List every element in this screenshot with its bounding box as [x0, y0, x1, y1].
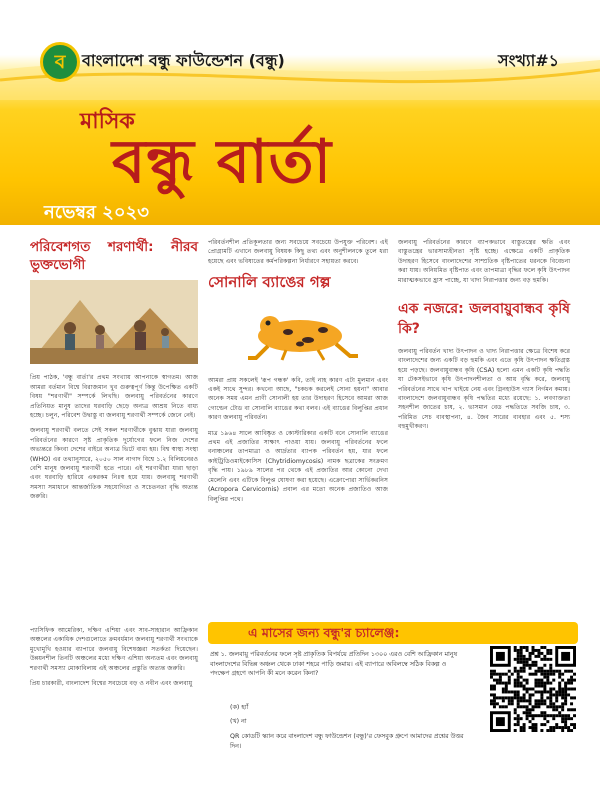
issue-date: নভেম্বর ২০২৩ — [44, 202, 149, 223]
article-golden-toad-intro: পরিবর্তনশীল প্রতিকূলতার জন্য সবচেয়ে সবচেয়ে উপযুক্ত পরিবেশ। এই প্রোগ্রামটি এখানে জলবায়ু বিষয়ক কিছু তথ্য এবং অনুশীলনকে তুলে ধরা হয়েছে এবং ভবিষ্যতের কর্মপরিকল্পনা নির্ধারণে সহায়তা করবে। — [208, 239, 388, 265]
article-climate-agriculture — [398, 238, 570, 438]
challenge-box — [208, 622, 578, 758]
article-refugees-continued — [30, 626, 198, 694]
article-climate-agriculture-intro: জলবায়ু পরিবর্তনের কারণে ব্যাপকভাবে বাস্তুতন্ত্রের ক্ষতি এবং বাস্তুতন্ত্রের ভারসাম্যহীনতা সৃষ্টি হচ্ছে। এক্ষেত্রে একটি প্রাকৃতিক উদাহরণ হিসেবে বাংলাদেশের সাম্প্রতিক বৃষ্টিপাতের ধরনকে বিবেচনা করা যায়। অনিয়মিত বৃষ্টিপাত এবং তাপমাত্রা বৃদ্ধির ফলে কৃষি উৎপাদন মারাত্মকভাবে হ্রাস পাচ্ছে, যা খাদ্য নিরাপত্তার জন্য বড় হুমকি। — [398, 239, 570, 284]
challenge-title: এ মাসের জন্য বন্ধু'র চ্যালেঞ্জ: — [248, 625, 400, 640]
issue-number: সংখ্যা#১ — [498, 51, 560, 70]
bondhu-logo-icon: ব — [40, 42, 80, 82]
article-golden-toad-heading: সোনালি ব্যাঙের গল্প — [208, 273, 331, 292]
newsletter-title: বন্ধু বার্তা — [112, 127, 333, 197]
refugee-illustration-icon — [30, 280, 198, 364]
article-climate-agriculture-heading: এক নজরে: জলবায়ুবান্ধব কৃষি কি? — [398, 301, 570, 338]
qr-code-icon[interactable] — [490, 646, 576, 732]
challenge-option-a: (ক) হ্যাঁ — [230, 704, 249, 711]
article-golden-toad-para-1: আমরা প্রায় সকলেই 'রূপ গন্ধক' কবি, তাই নাহ কারণ এটা মুলমান এবং একই সাথে সুন্দর। কখনো আছে, "চকচক করলেই সোনা হয়না" আবার অনেক সময় এমন প্রাণী সোনালী হয় তার উদাহরণ হিসেবে আমরা আজ গোল্ডেন টোড বা সোনালি ব্যাঙের কথা বলব। এই ব্যাঙের বিলুপ্তির প্রধান কারণ জলবায়ু পরিবর্তন। — [208, 376, 388, 422]
challenge-question: প্রশ্ন ১. জলবায়ু পরিবর্তনের ফলে সৃষ্ট প্রাকৃতিক বিপর্যয়ে প্রতিদিন ১৩০০ এরও বেশি আফ্রিকান মানুষ বাংলাদেশের বিভিন্ন অঞ্চল থেকে ঢাকা শহরে পাড়ি জমায়। এই ব্যাপারে অবিলম্বে সঠিক বিকল্প ও পদক্ষেপ গ্রহণে আপনি কী মনে করেন কিনা? — [210, 651, 458, 678]
article-climate-agriculture-para: জলবায়ু পরিবর্তন খাদ্য উৎপাদন ও খাদ্য নিরাপত্তার ক্ষেত্রে বিশেষ করে বাংলাদেশের জন্য একটি বড় হুমকি এবং এতে কৃষি উৎপাদন ক্ষতিগ্রস্ত হয়ে পড়ছে। জলবায়ুবান্ধব কৃষি (CSA) হলো এমন একটি কৃষি পদ্ধতি যা টেকসইভাবে কৃষি উৎপাদনশীলতা ও আয় বৃদ্ধি করে, জলবায়ু পরিবর্তনের সাথে খাপ খাইয়ে নেয় এবং গ্রিনহাউস গ্যাস নির্গমন কমায়। বাংলাদেশে জলবায়ুবান্ধব কৃষি পদ্ধতির মধ্যে রয়েছে: ১. লবণাক্ততা সহনশীল জাতের চাষ, ২. ভাসমান বেড পদ্ধতিতে সবজি চাষ, ৩. পরিমিত সেচ ব্যবস্থাপনা, ৪. জৈব সারের ব্যবহার এবং ৫. শস্য বহুমুখীকরণ। — [398, 348, 570, 431]
article-golden-toad — [208, 238, 388, 510]
article-refugees-para-4: প্রিয় চারকারী, বাংলাদেশ বিশ্বের সবচেয়ে বড় ও নবীন এবং জলবায়ু — [30, 680, 193, 688]
masthead — [0, 0, 600, 225]
article-refugees — [30, 238, 198, 508]
golden-toad-icon — [208, 296, 388, 368]
article-refugees-para-3: প্যাসিফিক আমেরিকা, দক্ষিণ এশিয়া এবং সাব-সাহারান আফ্রিকান অঞ্চলের একাধিক দেশগুলোতে ক্রমবর্ধমান জলবায়ু শরণার্থী সংখ্যাকে মুখোমুখি হওয়ার ব্যাপারে জলবায়ু বিশেষজ্ঞরা সতর্কতা দিয়েছেন। উন্নয়নশীল তিনটি অঞ্চলের মধ্যে দক্ষিণ এশিয়া অন্যতম এবং জলবায়ু শরণার্থী সমস্যা মোকাবিলায় এই অঞ্চলের প্রস্তুতি অত্যন্ত জরুরি। — [30, 627, 198, 672]
article-refugees-heading: পরিবেশগত শরণার্থী: নীরব ভুক্তভোগী — [30, 239, 198, 273]
org-name: বাংলাদেশ বন্ধু ফাউন্ডেশন (বন্ধু) — [82, 51, 285, 70]
article-refugees-para-1: প্রিয় পাঠক, 'বন্ধু বার্তা'র প্রথম সংখ্যায় আপনাকে স্বাগতম। আজ আমরা বর্তমান বিশ্বে বিরাজমান খুব গুরুত্বপূর্ণ কিন্তু উপেক্ষিত একটি বিষয় "শরণার্থী" সম্পর্কে লিখছি। জলবায়ু পরিবর্তনের কারণে প্রতিনিয়ত মানুষ তাদের ঘরবাড়ি ছেড়ে অন্যত্র আশ্রয় নিতে বাধ্য হচ্ছে। চলুন, পরিবেশ উদ্বাস্তু বা জলবায়ু শরণার্থী সম্পর্কে জেনে নেই। — [30, 374, 198, 420]
article-golden-toad-para-2: মাত্র ১৯৬৪ সালে আবিষ্কৃত ও কোস্টারিকার একটি বনে সোনালি ব্যাঙের প্রথম এই প্রজাতির সাক্ষাৎ পাওয়া যায়। জলবায়ু পরিবর্তনের ফলে বনাঞ্চলের তাপমাত্রা ও আর্দ্রতার ব্যাপক পরিবর্তন হয়, যার ফলে কাইট্রিডিওমাইকোসিস (Chytridiomycosis) নামক ছত্রাকের সংক্রমণ বৃদ্ধি পায়। ১৯৮৯ সালের পর থেকে এই প্রজাতির আর কোনো দেখা মেলেনি এবং এটিকে বিলুপ্ত ঘোষণা করা হয়েছে। এক্রোপোরা সার্ভিকরনিস (Acropora Cervicornis) প্রবাল এর মতো অনেক প্রজাতিও আজ বিলুপ্তির পথে। — [208, 429, 388, 503]
article-refugees-para-2: জলবায়ু শরণার্থী বলতে সেই সকল শরণার্থীকে বুঝায় যারা জলবায়ু পরিবর্তনের কারণে সৃষ্ট প্রাকৃতিক দুর্যোগের ফলে নিজ দেশের অভ্যন্তরে কিংবা দেশের বাইরে অন্যত্র ভিটে বাধ্য হয়। বিশ্ব স্বাস্থ্য সংস্থা (WHO) এর তথ্যানুসারে, ২০৫০ সাল নাগাদ বিশ্বে ১.২ বিলিয়নেরও বেশি মানুষ জলবায়ু শরণার্থী হতে পারে। এই শরণার্থীরা যারা ছাড়া এবং ঘরবাড়ি হারিয়ে একরকম নিঃস্ব হয়ে যায়। জলবায়ু শরণার্থী সমস্যা সমাধানে আন্তর্জাতিক সহযোগিতা ও সচেতনতা বৃদ্ধি অত্যন্ত জরুরি। — [30, 427, 198, 501]
challenge-title-bar — [208, 622, 578, 644]
challenge-option-b: (খ) না — [230, 718, 247, 725]
monthly-label: মাসিক — [80, 109, 135, 134]
challenge-note: QR কোডটি স্ক্যান করে বাংলাদেশ বন্ধু ফাউন্ডেশন (বন্ধু)'র ফেসবুক গ্রুপে আমাদের প্রশ্নের উত্তর দিন। — [230, 733, 464, 750]
